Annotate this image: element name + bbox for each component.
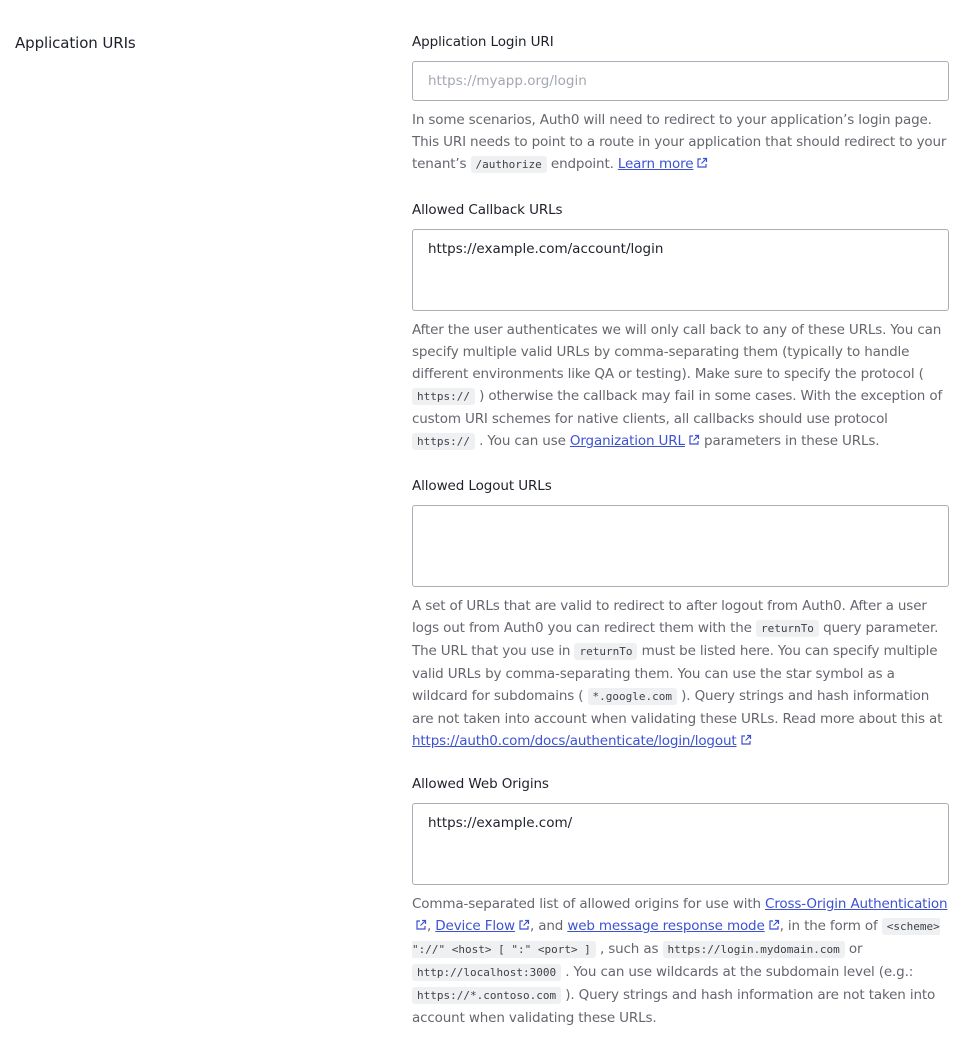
logout-urls-textarea[interactable]	[412, 505, 949, 587]
code-snippet: https://*.contoso.com	[412, 987, 561, 1004]
external-link-icon	[740, 734, 752, 746]
login-uri-field	[412, 32, 949, 172]
code-snippet: <scheme> "://" <host> [ ":" <port> ]	[412, 920, 940, 956]
learn-more-link[interactable]: Learn more	[617, 156, 694, 172]
callback-urls-help: After the user authenticates we will only call back to any of these URLs. You can specify multiple valid URLs by comma-separating them (typically to handle different environments like QA or testing). Make sure to specify the protocol ( https:// ) otherwise the callback may fail in some cases. With the exception of custom URI schemes for native clients, all callbacks should use protocol https:// . You can use Organization URL parameters in these URLs.	[412, 322, 943, 449]
code-snippet: http://localhost:3000	[412, 964, 561, 981]
web-origins-field	[412, 774, 949, 1026]
logout-urls-field	[412, 476, 949, 749]
external-link-icon	[688, 434, 700, 446]
external-link-icon	[415, 919, 427, 931]
web-origins-textarea[interactable]	[412, 803, 949, 885]
web-message-response-mode-link[interactable]: web message response mode	[567, 918, 765, 934]
web-origins-label: Allowed Web Origins	[412, 776, 549, 792]
logout-urls-help: A set of URLs that are valid to redirect to after logout from Auth0. After a user logs out from Auth0 you can redirect them with the returnTo query parameter. The URL that you use in returnTo must be listed here. You can specify multiple valid URLs by comma-separating them. You can use the star symbol as a wildcard for subdomains ( *.google.com ). Query strings and hash information are not taken into account when validating these URLs. Read more about this at https://auth0.com/docs/authenticate/login/logout	[412, 598, 943, 749]
code-snippet: *.google.com	[588, 688, 677, 705]
callback-urls-field	[412, 200, 949, 449]
external-link-icon	[518, 919, 530, 931]
code-snippet: /authorize	[471, 156, 547, 173]
cross-origin-auth-link[interactable]: Cross-Origin Authentication	[765, 896, 948, 912]
logout-docs-link[interactable]: https://auth0.com/docs/authenticate/login/logout	[412, 733, 737, 749]
callback-urls-label: Allowed Callback URLs	[412, 202, 563, 218]
code-snippet: https://	[412, 433, 475, 450]
login-uri-label: Application Login URI	[412, 34, 554, 50]
code-snippet: returnTo	[756, 620, 819, 637]
code-snippet: returnTo	[574, 643, 637, 660]
code-snippet: https://	[412, 388, 475, 405]
callback-urls-textarea[interactable]	[412, 229, 949, 311]
section-title: Application URIs	[15, 34, 136, 52]
external-link-icon	[768, 919, 780, 931]
code-snippet: https://login.mydomain.com	[663, 941, 845, 958]
web-origins-help: Comma-separated list of allowed origins for use with Cross-Origin Authentication, Device Flow , and web message response mode , in the form of <scheme> "://" <host> [ ":" <port> ] , such as https://login.mydomain.com or http://localhost:3000 . You can use wildcards at the subdomain level (e.g.: https://*.contoso.com ). Query strings and hash information are not taken into account when validating these URLs.	[412, 896, 948, 1026]
logout-urls-label: Allowed Logout URLs	[412, 478, 552, 494]
login-uri-input[interactable]	[412, 61, 949, 101]
external-link-icon	[696, 157, 708, 169]
login-uri-help: In some scenarios, Auth0 will need to redirect to your application’s login page. This URI needs to point to a route in your application that should redirect to your tenant’s /authorize endpoint. Learn more	[412, 112, 947, 172]
device-flow-link[interactable]: Device Flow	[435, 918, 515, 934]
organization-url-link[interactable]: Organization URL	[569, 433, 685, 449]
